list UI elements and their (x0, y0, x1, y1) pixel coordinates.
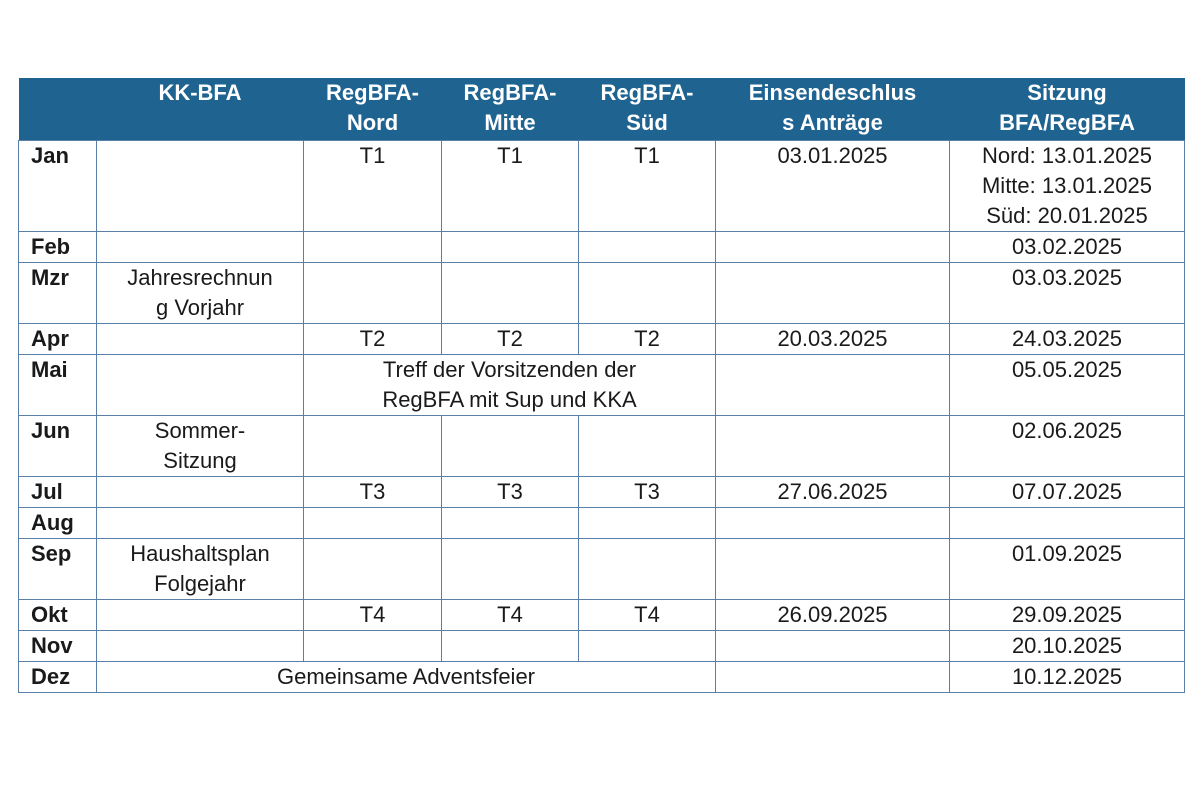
sitzung-cell: 02.06.2025 (950, 416, 1185, 477)
nord-cell: T4 (304, 600, 442, 631)
sitzung-cell: 07.07.2025 (950, 477, 1185, 508)
table-row (19, 539, 1185, 600)
sitzung-cell: 24.03.2025 (950, 324, 1185, 355)
month-cell: Jun (19, 416, 97, 477)
einsende-cell: 03.01.2025 (716, 141, 950, 232)
einsende-cell (716, 508, 950, 539)
header-regbfa-sued: RegBFA- Süd (579, 78, 716, 141)
merged-adventsfeier-cell: Gemeinsame Adventsfeier (97, 662, 716, 693)
nord-cell (304, 232, 442, 263)
header-regbfa-nord: RegBFA- Nord (304, 78, 442, 141)
sitzung-cell: 29.09.2025 (950, 600, 1185, 631)
kk-bfa-cell (97, 508, 304, 539)
table-row (19, 263, 1185, 324)
header-einsendeschluss: Einsendeschlus s Anträge (716, 78, 950, 141)
einsende-cell (716, 662, 950, 693)
table-row (19, 600, 1185, 631)
sitzung-cell: 03.03.2025 (950, 263, 1185, 324)
header-sitzung: Sitzung BFA/RegBFA (950, 78, 1185, 141)
month-cell: Nov (19, 631, 97, 662)
einsende-cell: 20.03.2025 (716, 324, 950, 355)
einsende-cell (716, 539, 950, 600)
table-row (19, 508, 1185, 539)
kk-bfa-cell (97, 355, 304, 416)
header-kk-bfa: KK-BFA (97, 78, 304, 141)
kk-bfa-cell (97, 477, 304, 508)
kk-bfa-cell: Jahresrechnun g Vorjahr (97, 263, 304, 324)
nord-cell (304, 263, 442, 324)
mitte-cell (442, 232, 579, 263)
nord-cell: T3 (304, 477, 442, 508)
nord-cell (304, 508, 442, 539)
month-cell: Feb (19, 232, 97, 263)
header-regbfa-mitte: RegBFA- Mitte (442, 78, 579, 141)
month-cell: Mai (19, 355, 97, 416)
sued-cell: T4 (579, 600, 716, 631)
mitte-cell: T2 (442, 324, 579, 355)
table-row (19, 232, 1185, 263)
einsende-cell: 27.06.2025 (716, 477, 950, 508)
kk-bfa-cell (97, 600, 304, 631)
einsende-cell (716, 263, 950, 324)
sued-cell (579, 508, 716, 539)
mitte-cell (442, 263, 579, 324)
mitte-cell: T4 (442, 600, 579, 631)
sitzung-cell: 01.09.2025 (950, 539, 1185, 600)
mitte-cell (442, 508, 579, 539)
month-cell: Dez (19, 662, 97, 693)
table-row (19, 477, 1185, 508)
nord-cell: T1 (304, 141, 442, 232)
einsende-cell (716, 631, 950, 662)
mitte-cell (442, 416, 579, 477)
sued-cell (579, 416, 716, 477)
table-row (19, 662, 1185, 693)
sitzung-cell: Nord: 13.01.2025 Mitte: 13.01.2025 Süd: 20.01.2025 (950, 141, 1185, 232)
table-row (19, 141, 1185, 232)
table-row (19, 631, 1185, 662)
mitte-cell: T1 (442, 141, 579, 232)
month-cell: Jan (19, 141, 97, 232)
kk-bfa-cell (97, 631, 304, 662)
month-cell: Apr (19, 324, 97, 355)
sitzung-cell: 05.05.2025 (950, 355, 1185, 416)
mitte-cell (442, 539, 579, 600)
kk-bfa-cell: Haushaltsplan Folgejahr (97, 539, 304, 600)
nord-cell: T2 (304, 324, 442, 355)
kk-bfa-cell (97, 232, 304, 263)
month-cell: Jul (19, 477, 97, 508)
merged-regbfa-cell: Treff der Vorsitzenden der RegBFA mit Sup und KKA (304, 355, 716, 416)
einsende-cell: 26.09.2025 (716, 600, 950, 631)
mitte-cell: T3 (442, 477, 579, 508)
sued-cell: T1 (579, 141, 716, 232)
table-header (19, 78, 1185, 141)
einsende-cell (716, 232, 950, 263)
sitzung-cell: 20.10.2025 (950, 631, 1185, 662)
sitzung-cell (950, 508, 1185, 539)
einsende-cell (716, 355, 950, 416)
month-cell: Aug (19, 508, 97, 539)
header-month (19, 78, 97, 141)
sued-cell (579, 263, 716, 324)
nord-cell (304, 631, 442, 662)
mitte-cell (442, 631, 579, 662)
nord-cell (304, 416, 442, 477)
sued-cell (579, 232, 716, 263)
kk-bfa-cell (97, 324, 304, 355)
sitzung-cell: 03.02.2025 (950, 232, 1185, 263)
kk-bfa-cell: Sommer- Sitzung (97, 416, 304, 477)
table-row (19, 355, 1185, 416)
kk-bfa-cell (97, 141, 304, 232)
month-cell: Okt (19, 600, 97, 631)
sitzung-cell: 10.12.2025 (950, 662, 1185, 693)
nord-cell (304, 539, 442, 600)
table-row (19, 324, 1185, 355)
month-cell: Mzr (19, 263, 97, 324)
table-row (19, 416, 1185, 477)
sued-cell (579, 539, 716, 600)
schedule-table (18, 78, 1185, 693)
sued-cell (579, 631, 716, 662)
month-cell: Sep (19, 539, 97, 600)
einsende-cell (716, 416, 950, 477)
sued-cell: T2 (579, 324, 716, 355)
sued-cell: T3 (579, 477, 716, 508)
